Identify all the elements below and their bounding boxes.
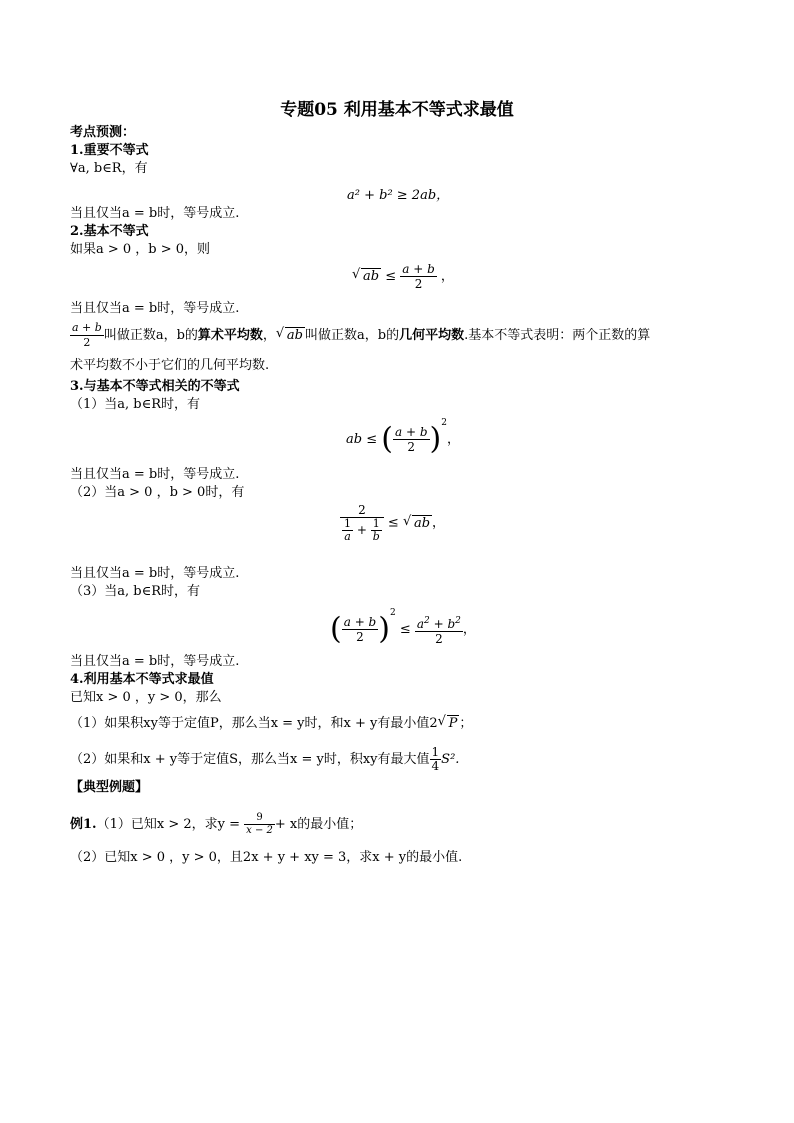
section-4-line: 已知x > 0 ，y > 0，那么 [70,690,222,705]
section-4-heading: 4.利用基本不等式求最值 [70,672,214,687]
section-2-condition: 当且仅当a = b时，等号成立. [70,301,240,316]
examples-heading: 【典型例题】 [70,780,149,795]
section-3-condition-1: 当且仅当a = b时，等号成立. [70,467,240,482]
example-1-label: 例1. [70,817,97,832]
formula-important-inequality: a² + b² ≥ 2ab， [347,188,450,203]
part-2-end: S². [441,752,460,767]
section-4-part-2 [70,746,459,773]
example-1-text: （1）已知x > 2，求y = [96,817,240,832]
fraction-numerator: 1 [431,745,440,759]
section-3-part-3: （3）当a, b∈R时，有 [70,584,201,599]
section-3-condition-2: 当且仅当a = b时，等号成立. [70,566,240,581]
section-3-condition-3: 当且仅当a = b时，等号成立. [70,654,240,669]
exp-part-3: 叫做正数a，b的 [305,328,400,343]
example-1-end: + x的最小值； [274,817,363,832]
example-1-part-1 [70,812,362,837]
section-3-heading: 3.与基本不等式相关的不等式 [70,379,240,394]
section-2-explanation-cont: 术平均数不小于它们的几何平均数. [70,358,270,373]
section-1-line: ∀a, b∈R，有 [70,161,148,176]
example-denominator: x − 2 [246,825,273,836]
section-2-explanation: $\frac{a + b}{2}$ 叫做正数a，b的算术平均数，√ ab 叫做正数a，b的几何平均数.基本不等式表明：两个正数的算 [70,321,650,350]
section-2-line: 如果a > 0 ，b > 0，则 [70,242,211,257]
sqrt-p: √ P [438,715,460,732]
section-1-condition: 当且仅当a = b时，等号成立. [70,206,240,221]
example-numerator: 9 [244,812,275,825]
part-2-text: （2）如果和x + y等于定值S，那么当x = y时，积xy有最大值 [70,752,430,767]
arithmetic-mean-term: 算术平均数 [197,328,263,343]
section-3-part-2: （2）当a > 0 ，b > 0时，有 [70,485,245,500]
formula-ab-le-square: ab ≤ ( $\frac{a + b}{2}$ )$^2$， [346,418,460,457]
formula-basic-inequality: √ ab ≤ $\frac{a + b}{2}$ ， [352,262,454,291]
sqrt-ab-inline: √ ab [276,327,305,344]
sqrt-ab: √ ab [352,269,381,284]
formula-square-mean: ( $\frac{a + b}{2}$ )$^2$ ≤ $\frac{a^2 + b^2}{2}$ ， [330,608,476,647]
exp-part-2: ， [262,328,276,343]
fraction-denominator: 4 [431,759,440,773]
exp-part-4: .基本不等式表明：两个正数的算 [464,328,651,343]
geometric-mean-term: 几何平均数 [399,328,465,343]
section-label: 考点预测： [70,125,136,140]
section-2-heading: 2.基本不等式 [70,224,149,239]
example-1-part-2: （2）已知x > 0 ，y > 0，且2x + y + xy = 3，求x + y的最小值. [70,850,463,865]
section-3-part-1: （1）当a, b∈R时，有 [70,397,201,412]
section-1-heading: 1.重要不等式 [70,143,149,158]
part-1-text: （1）如果积xy等于定值P，那么当x = y时，和x + y有最小值2 [70,716,438,731]
part-1-end: ； [459,716,473,731]
section-4-part-1 [70,715,472,732]
page-title: 专题05 利用基本不等式求最值 [280,100,514,120]
exp-part-1: 叫做正数a，b的 [103,328,198,343]
formula-harmonic-mean: 2 $\frac{1}{a}$ + $\frac{1}{b}$ ≤ √ ab ， [340,503,445,543]
